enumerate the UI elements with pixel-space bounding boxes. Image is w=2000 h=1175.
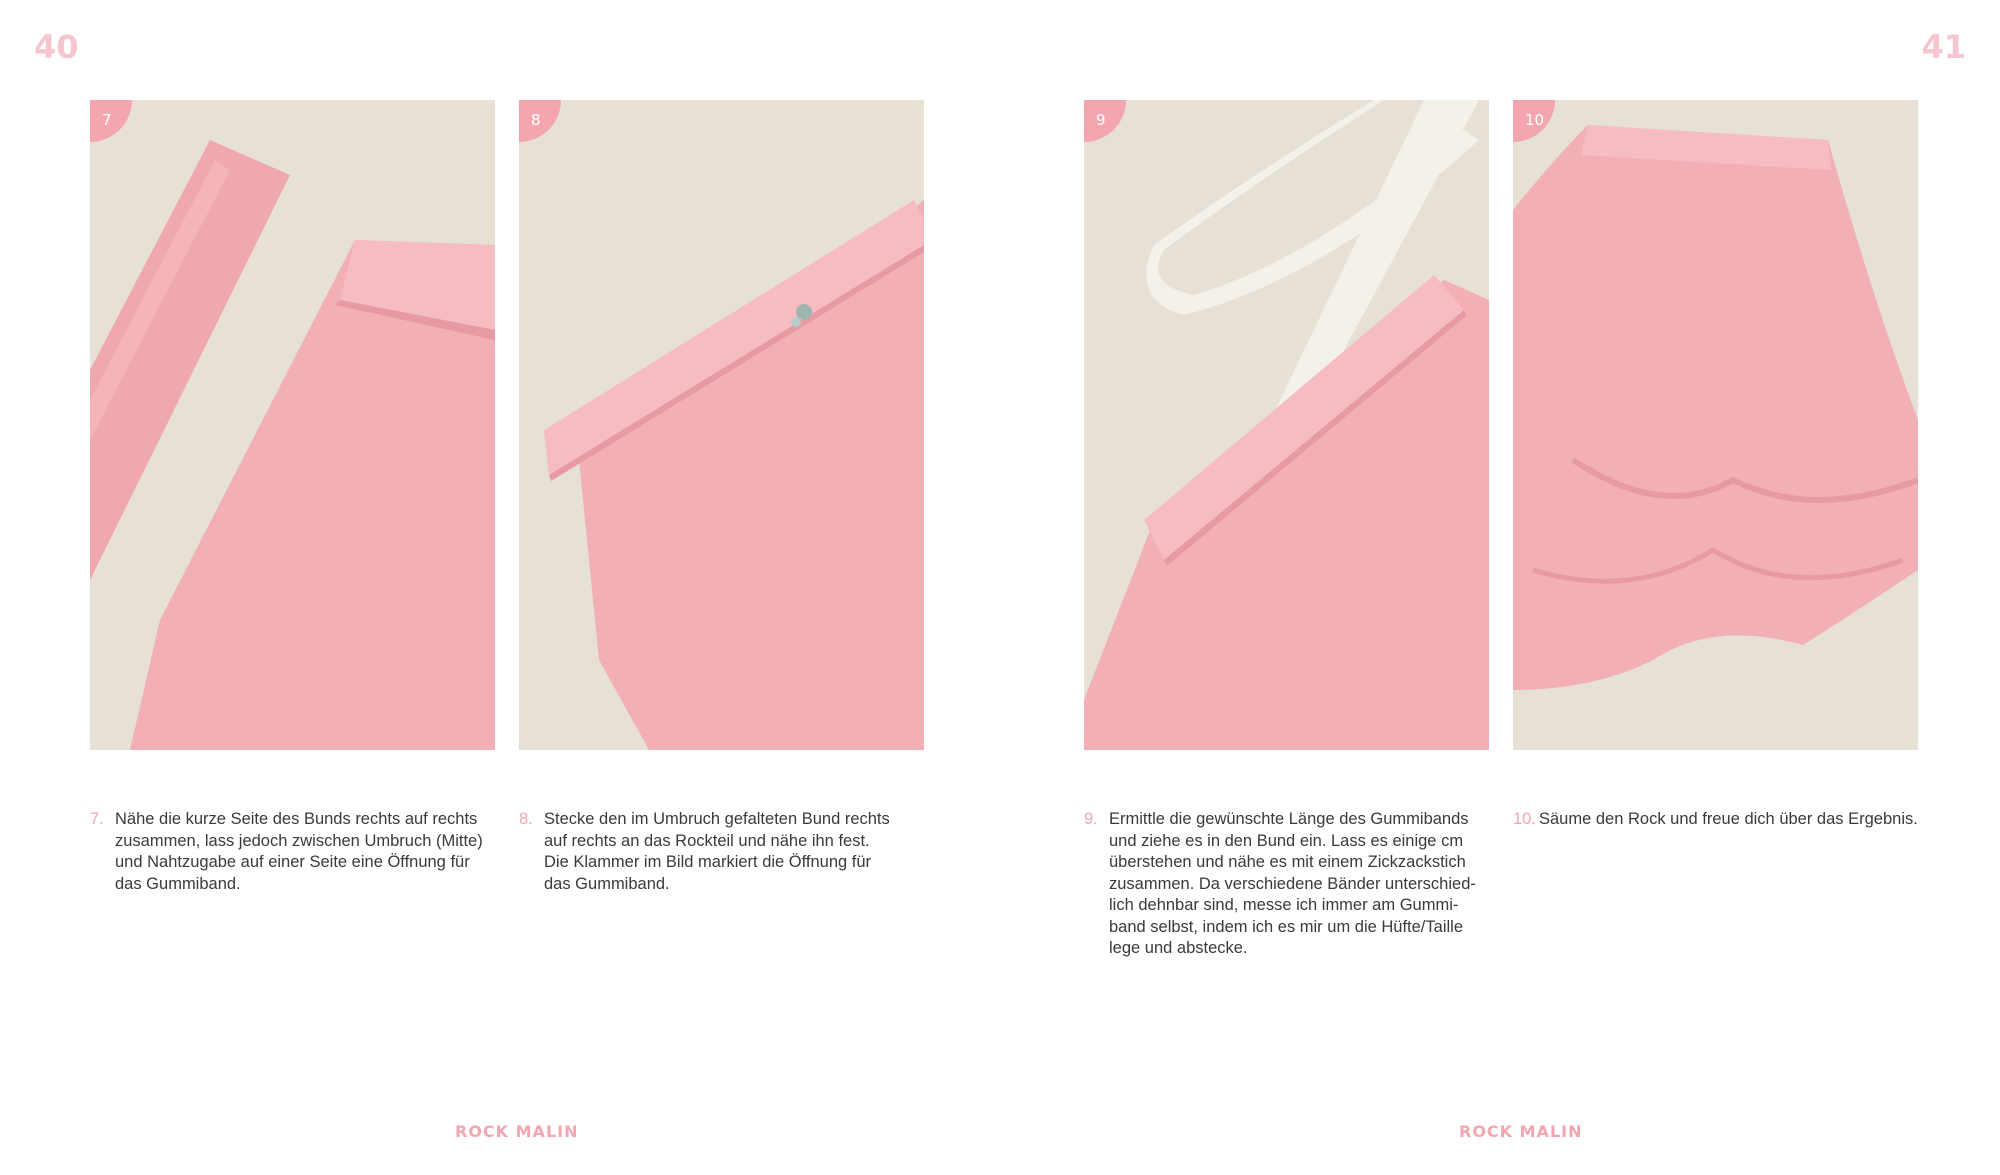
step-7-text	[115, 809, 495, 895]
text-line: und ziehe es in den Bund ein. Lass es einige cm	[1109, 831, 1464, 850]
page-number-right: 41	[1921, 28, 1966, 66]
footer-title-right: ROCK MALIN	[1459, 1122, 1583, 1141]
step-8-fabric-illustration	[519, 100, 924, 750]
step-7-badge: 7	[90, 100, 132, 142]
step-7-fabric-illustration	[90, 100, 495, 750]
text-line: überstehen und nähe es mit einem Zickzackstich	[1109, 853, 1466, 871]
text-line: band selbst, indem ich es mir um die Hüfte/Taille	[1109, 917, 1463, 936]
text-line: Säume den Rock und freue dich über das Ergebnis.	[1539, 810, 1918, 828]
step-9-badge: 9	[1084, 100, 1126, 142]
step-10-badge: 10	[1513, 100, 1555, 142]
text-line: lich dehnbar sind, messe ich immer am Gummi-	[1109, 896, 1459, 914]
step-10-text	[1539, 809, 1919, 831]
step-7-photo	[90, 100, 495, 750]
text-line: das Gummiband.	[115, 874, 241, 893]
page-number-left: 40	[34, 28, 79, 66]
step-9-fabric-illustration	[1084, 100, 1489, 750]
text-line: auf rechts an das Rockteil und nähe ihn fest.	[544, 831, 870, 850]
step-7-number: 7.	[90, 810, 104, 828]
step-8-text	[544, 809, 924, 895]
text-line: und Nahtzugabe auf einer Seite eine Öffnung für	[115, 853, 470, 871]
step-8-badge: 8	[519, 100, 561, 142]
step-10-number: 10.	[1513, 810, 1536, 828]
text-line: das Gummiband.	[544, 874, 670, 893]
step-9-number: 9.	[1084, 810, 1098, 828]
text-line: Die Klammer im Bild markiert die Öffnung für	[544, 853, 872, 871]
step-9-photo	[1084, 100, 1489, 750]
step-10-photo	[1513, 100, 1918, 750]
text-line: zusammen, lass jedoch zwischen Umbruch (Mitte)	[115, 831, 483, 850]
text-line: Nähe die kurze Seite des Bunds rechts auf rechts	[115, 810, 478, 828]
step-8-number: 8.	[519, 810, 533, 828]
step-10-fabric-illustration	[1513, 100, 1918, 750]
text-line: lege und abstecke.	[1109, 939, 1248, 957]
footer-title-left: ROCK MALIN	[455, 1122, 579, 1141]
step-8-photo	[519, 100, 924, 750]
step-9-text	[1109, 809, 1489, 960]
text-line: Stecke den im Umbruch gefalteten Bund rechts	[544, 810, 890, 828]
text-line: Ermittle die gewünschte Länge des Gummibands	[1109, 810, 1469, 828]
text-line: zusammen. Da verschiedene Bänder unterschied-	[1109, 874, 1476, 893]
